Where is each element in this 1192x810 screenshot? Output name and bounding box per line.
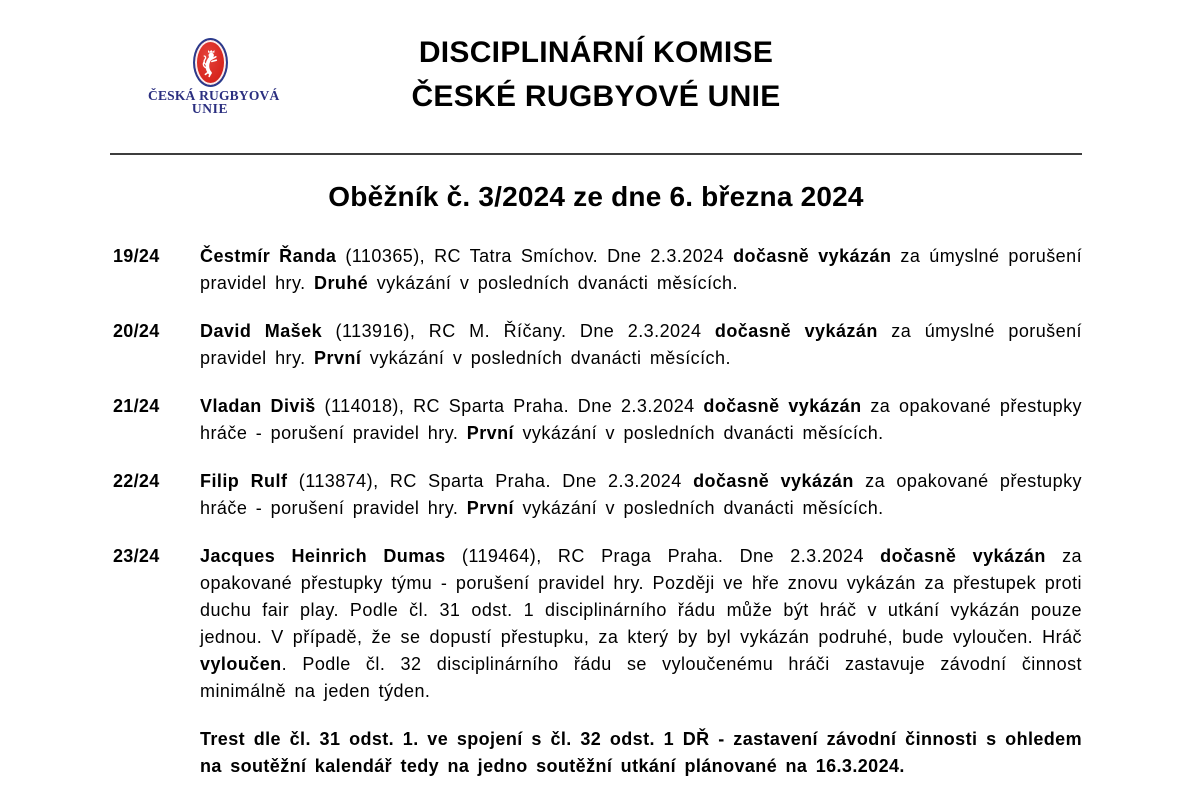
penalty-note-spacer — [110, 726, 200, 780]
item-number: 21/24 — [113, 396, 160, 416]
item-number: 20/24 — [113, 321, 160, 341]
item-text: David Mašek (113916), RC M. Říčany. Dne 2.3.2024 dočasně vykázán za úmyslné porušení pravidel hry. První vykázání v posledních dvanácti měsících. — [200, 321, 1083, 368]
committee-title-line1: DISCIPLINÁRNÍ KOMISE — [418, 36, 774, 69]
document-header — [110, 0, 1082, 155]
item-number: 22/24 — [113, 471, 160, 491]
disciplinary-item — [110, 393, 1082, 447]
logo-text-line2: UNIE — [191, 101, 229, 116]
item-text: Vladan Diviš (114018), RC Sparta Praha. Dne 2.3.2024 dočasně vykázán za opakované přestupky hráče - porušení pravidel hry. První vykázání v posledních dvanácti měsících. — [200, 396, 1083, 443]
disciplinary-item — [110, 243, 1082, 297]
disciplinary-item — [110, 468, 1082, 522]
committee-title-line2: ČESKÉ RUGBYOVÉ UNIE — [411, 80, 781, 113]
logo-text-line1: ČESKÁ RUGBYOVÁ — [148, 88, 280, 103]
item-text: Jacques Heinrich Dumas (119464), RC Praga Praha. Dne 2.3.2024 dočasně vykázán za opakované přestupky týmu - porušení pravidel hry. Později ve hře znovu vykázán za přestupek proti duchu fair play. Podle čl. 31 odst. 1 disciplinárního řádu může být hráč v utkání vykázán pouze jednou. V případě, že se dopustí přestupku, za který by byl vykázán podruhé, bude vyloučen. Hráč vyloučen. Podle čl. 32 disciplinárního řádu se vyloučenému hráči zastavuje závodní činnost minimálně na jeden týden. — [200, 546, 1082, 701]
disciplinary-item — [110, 543, 1082, 705]
item-number: 19/24 — [113, 246, 160, 266]
item-text: Filip Rulf (113874), RC Sparta Praha. Dne 2.3.2024 dočasně vykázán za opakované přestupky hráče - porušení pravidel hry. První vykázání v posledních dvanácti měsících. — [200, 471, 1082, 518]
disciplinary-item — [110, 318, 1082, 372]
circular-items — [110, 243, 1082, 705]
item-text: Čestmír Řanda (110365), RC Tatra Smíchov. Dne 2.3.2024 dočasně vykázán za úmyslné porušení pravidel hry. Druhé vykázání v posledních dvanácti měsících. — [200, 246, 1083, 293]
document-content — [110, 0, 1082, 780]
penalty-note-row — [110, 726, 1082, 780]
penalty-note: Trest dle čl. 31 odst. 1. ve spojení s čl. 32 odst. 1 DŘ - zastavení závodní činnosti s ohledem na soutěžní kalendář tedy na jedno soutěžní utkání plánované na 16.3.2024. — [200, 729, 1082, 776]
circular-title: Oběžník č. 3/2024 ze dne 6. března 2024 — [328, 181, 864, 212]
committee-title — [110, 31, 1082, 119]
item-number: 23/24 — [113, 546, 160, 566]
